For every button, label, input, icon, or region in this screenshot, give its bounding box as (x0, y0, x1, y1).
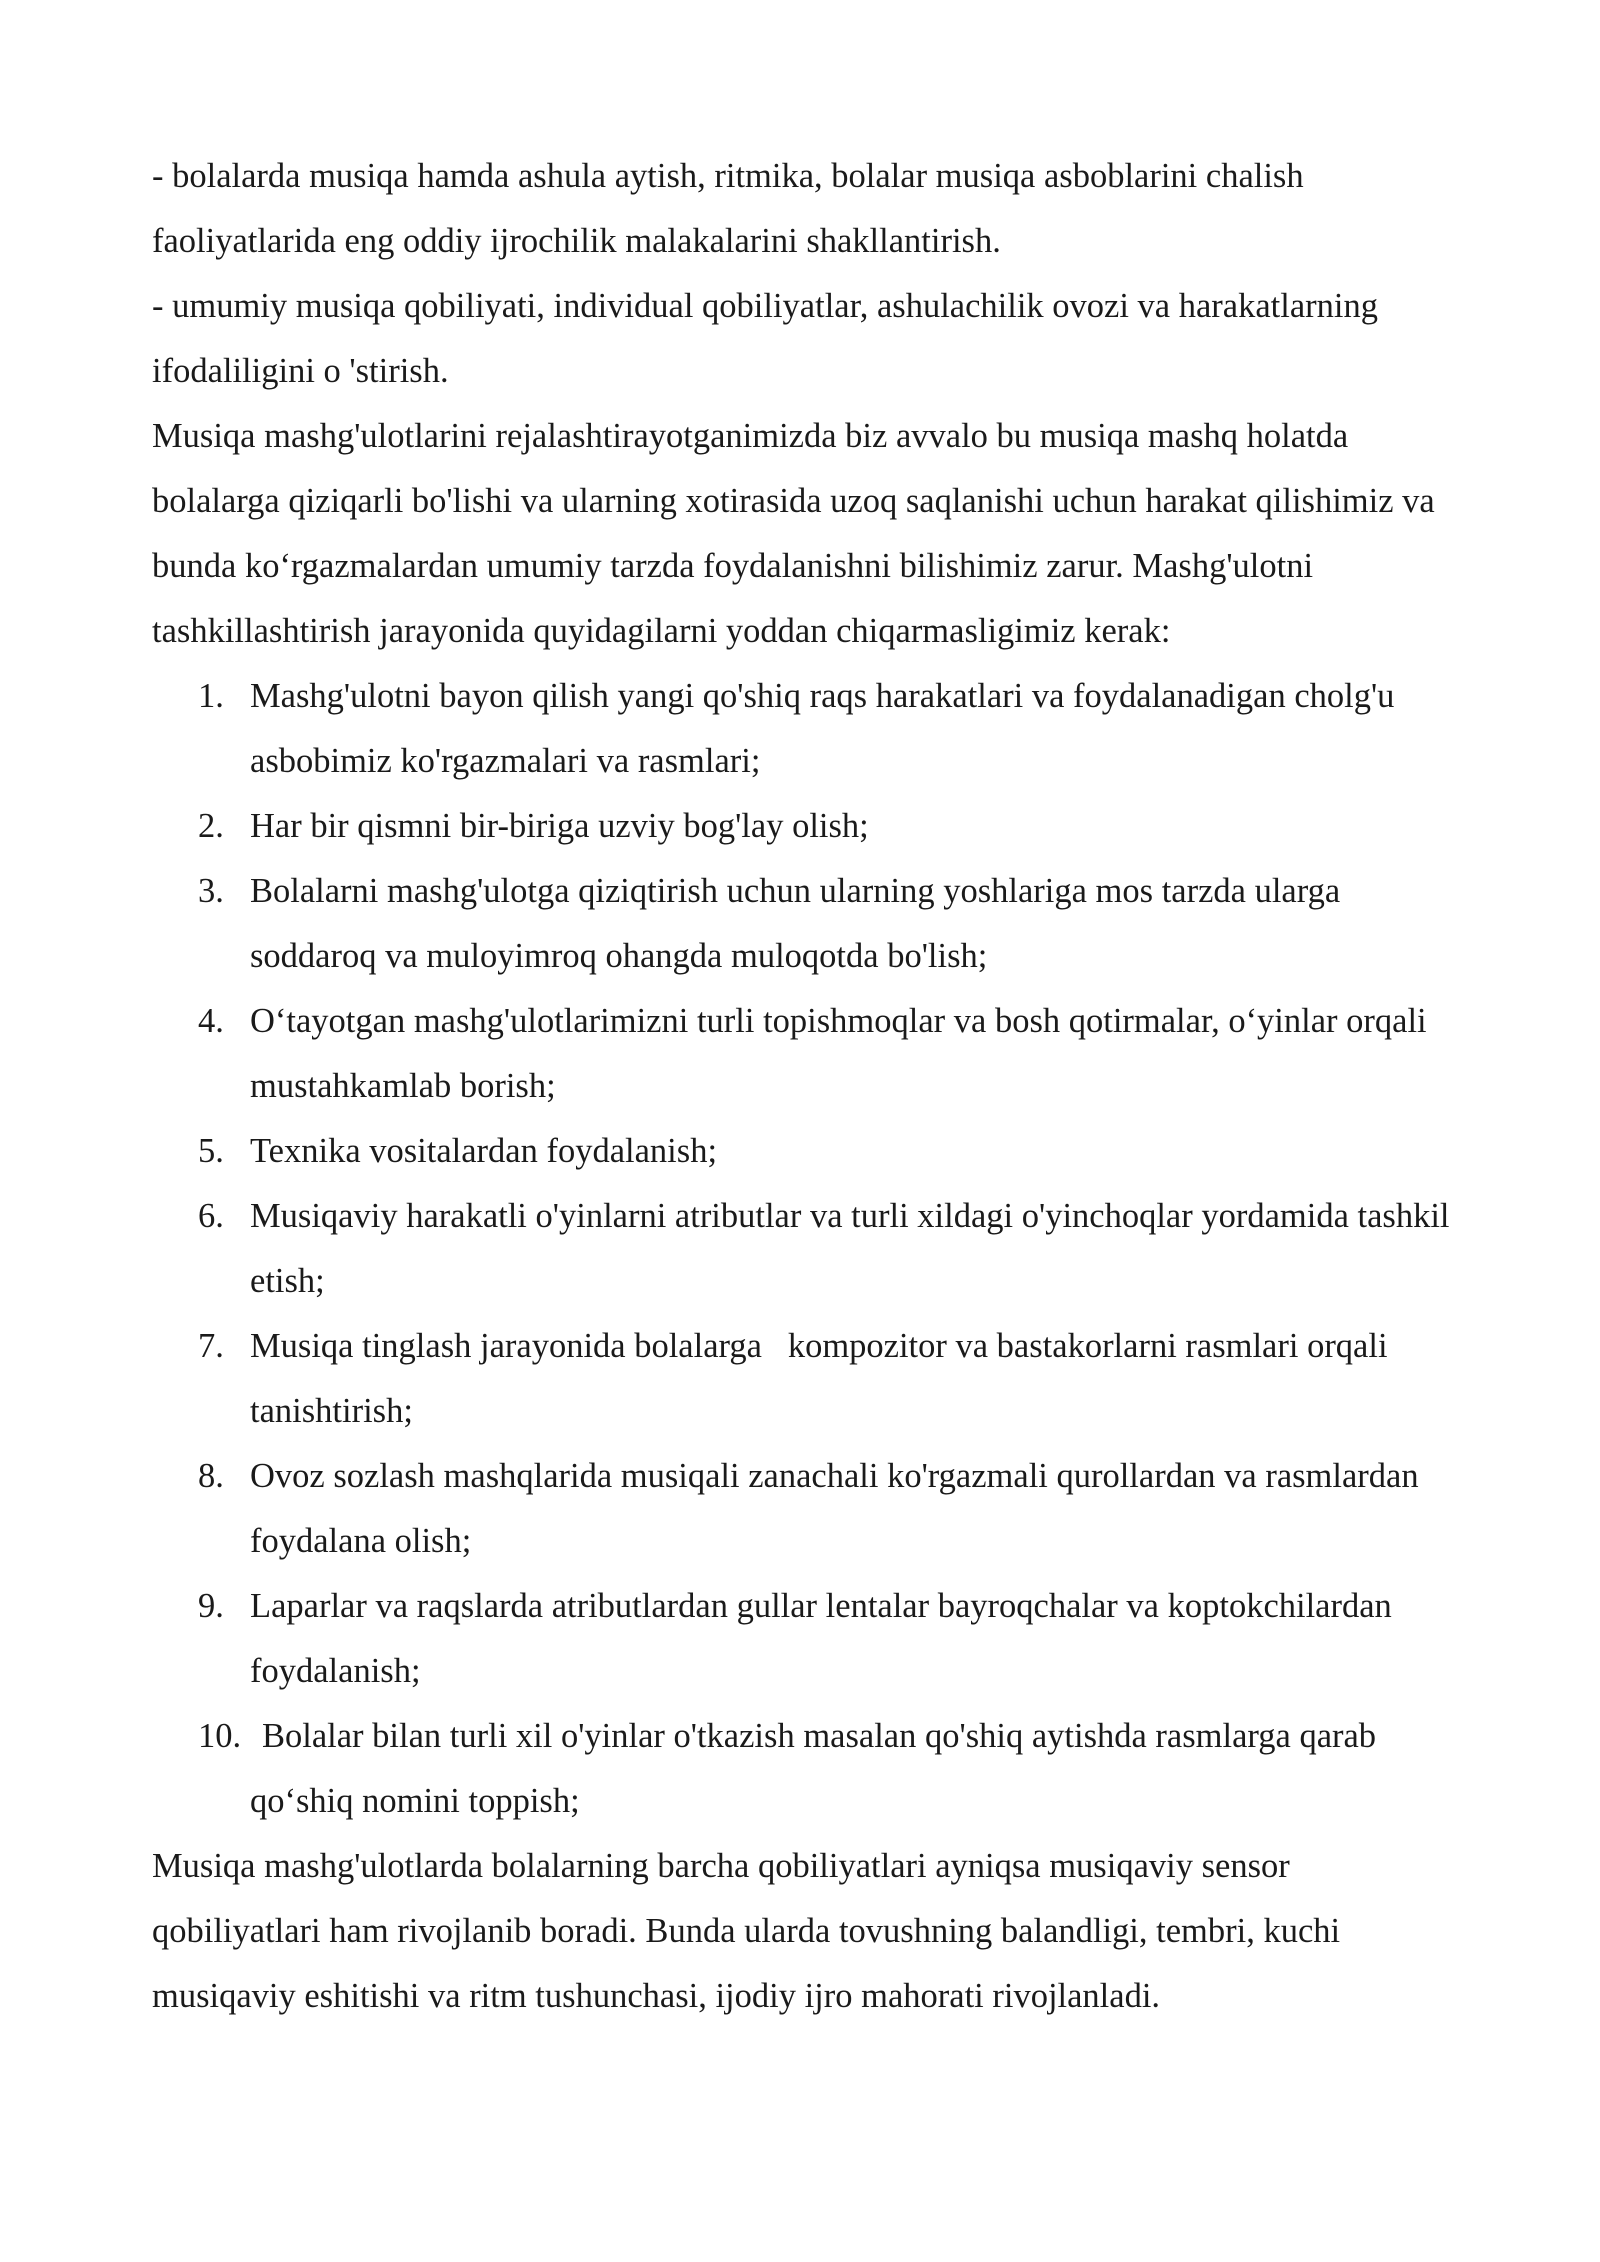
list-item-number: 1. (198, 677, 224, 715)
list-item (152, 1444, 1452, 1574)
list-item-number: 3. (198, 872, 224, 910)
list-item-number: 6. (198, 1197, 224, 1235)
list-item (152, 1184, 1452, 1314)
list-item-number: 7. (198, 1327, 224, 1365)
list-item-text: Bolalarni mashg'ulotga qiziqtirish uchun ularning yoshlariga mos tarzda ularga soddaroq va muloyimroq ohangda muloqotda bo'lish; (250, 872, 1341, 975)
list-item-text: Laparlar va raqslarda atributlardan gullar lentalar bayroqchalar va koptokchilardan foydalanish; (250, 1587, 1392, 1690)
document-page (152, 144, 1452, 2029)
list-item-number: 4. (198, 1002, 224, 1040)
list-item-text: Musiqa tinglash jarayonida bolalarga kompozitor va bastakorlarni rasmlari orqali tanishtirish; (250, 1327, 1397, 1430)
paragraph-abilities: - umumiy musiqa qobiliyati, individual qobiliyatlar, ashulachilik ovozi va harakatlarning ifodaliligini o 'stirish. (152, 287, 1378, 390)
list-item-number: 8. (198, 1457, 224, 1495)
list-item-text: Texnika vositalardan foydalanish; (250, 1132, 718, 1170)
list-item-number: 10. (198, 1717, 242, 1755)
list-item-text: Ovoz sozlash mashqlarida musiqali zanachali ko'rgazmali qurollardan va rasmlardan foydalana olish; (250, 1457, 1419, 1560)
list-item-text: Bolalar bilan turli xil o'yinlar o'tkazish masalan qo'shiq aytishda rasmlarga qarab qo‘shiq nomini toppish; (250, 1717, 1377, 1820)
list-item (152, 664, 1452, 794)
paragraph-conclusion: Musiqa mashg'ulotlarda bolalarning barcha qobiliyatlari ayniqsa musiqaviy sensor qobiliyatlari ham rivojlanib boradi. Bunda ularda tovushning balandligi, tembri, kuchi musiqaviy eshitishi va ritm tushunchasi, ijodiy ijro mahorati rivojlanladi. (152, 1847, 1341, 2015)
numbered-list (152, 664, 1452, 1834)
list-item (152, 1574, 1452, 1704)
list-item-number: 5. (198, 1132, 224, 1170)
list-item-number: 9. (198, 1587, 224, 1625)
list-item (152, 989, 1452, 1119)
list-item (152, 1119, 1452, 1184)
list-item-text: Mashg'ulotni bayon qilish yangi qo'shiq raqs harakatlari va foydalanadigan cholg'u asbobimiz ko'rgazmalari va rasmlari; (250, 677, 1395, 780)
list-item (152, 859, 1452, 989)
paragraph-planning: Musiqa mashg'ulotlarini rejalashtirayotganimizda biz avvalo bu musiqa mashq holatda bolalarga qiziqarli bo'lishi va ularning xotirasida uzoq saqlanishi uchun harakat qilishimiz va bunda ko‘rgazmalardan umumiy tarzda foydalanishni bilishimiz zarur. Mashg'ulotni tashkillashtirish jarayonida quyidagilarni yoddan chiqarmasligimiz kerak: (152, 417, 1435, 650)
list-item-text: Musiqaviy harakatli o'yinlarni atributlar va turli xildagi o'yinchoqlar yordamida tashkil etish; (250, 1197, 1450, 1300)
list-item-number: 2. (198, 807, 224, 845)
paragraph-skills: - bolalarda musiqa hamda ashula aytish, ritmika, bolalar musiqa asboblarini chalish faoliyatlarida eng oddiy ijrochilik malakalarini shakllantirish. (152, 157, 1304, 260)
list-item (152, 1314, 1452, 1444)
list-item-text: Har bir qismni bir-biriga uzviy bog'lay olish; (250, 807, 869, 845)
list-item (152, 794, 1452, 859)
list-item-text: O‘tayotgan mashg'ulotlarimizni turli topishmoqlar va bosh qotirmalar, o‘yinlar orqali mustahkamlab borish; (250, 1002, 1427, 1105)
list-item (152, 1704, 1452, 1834)
